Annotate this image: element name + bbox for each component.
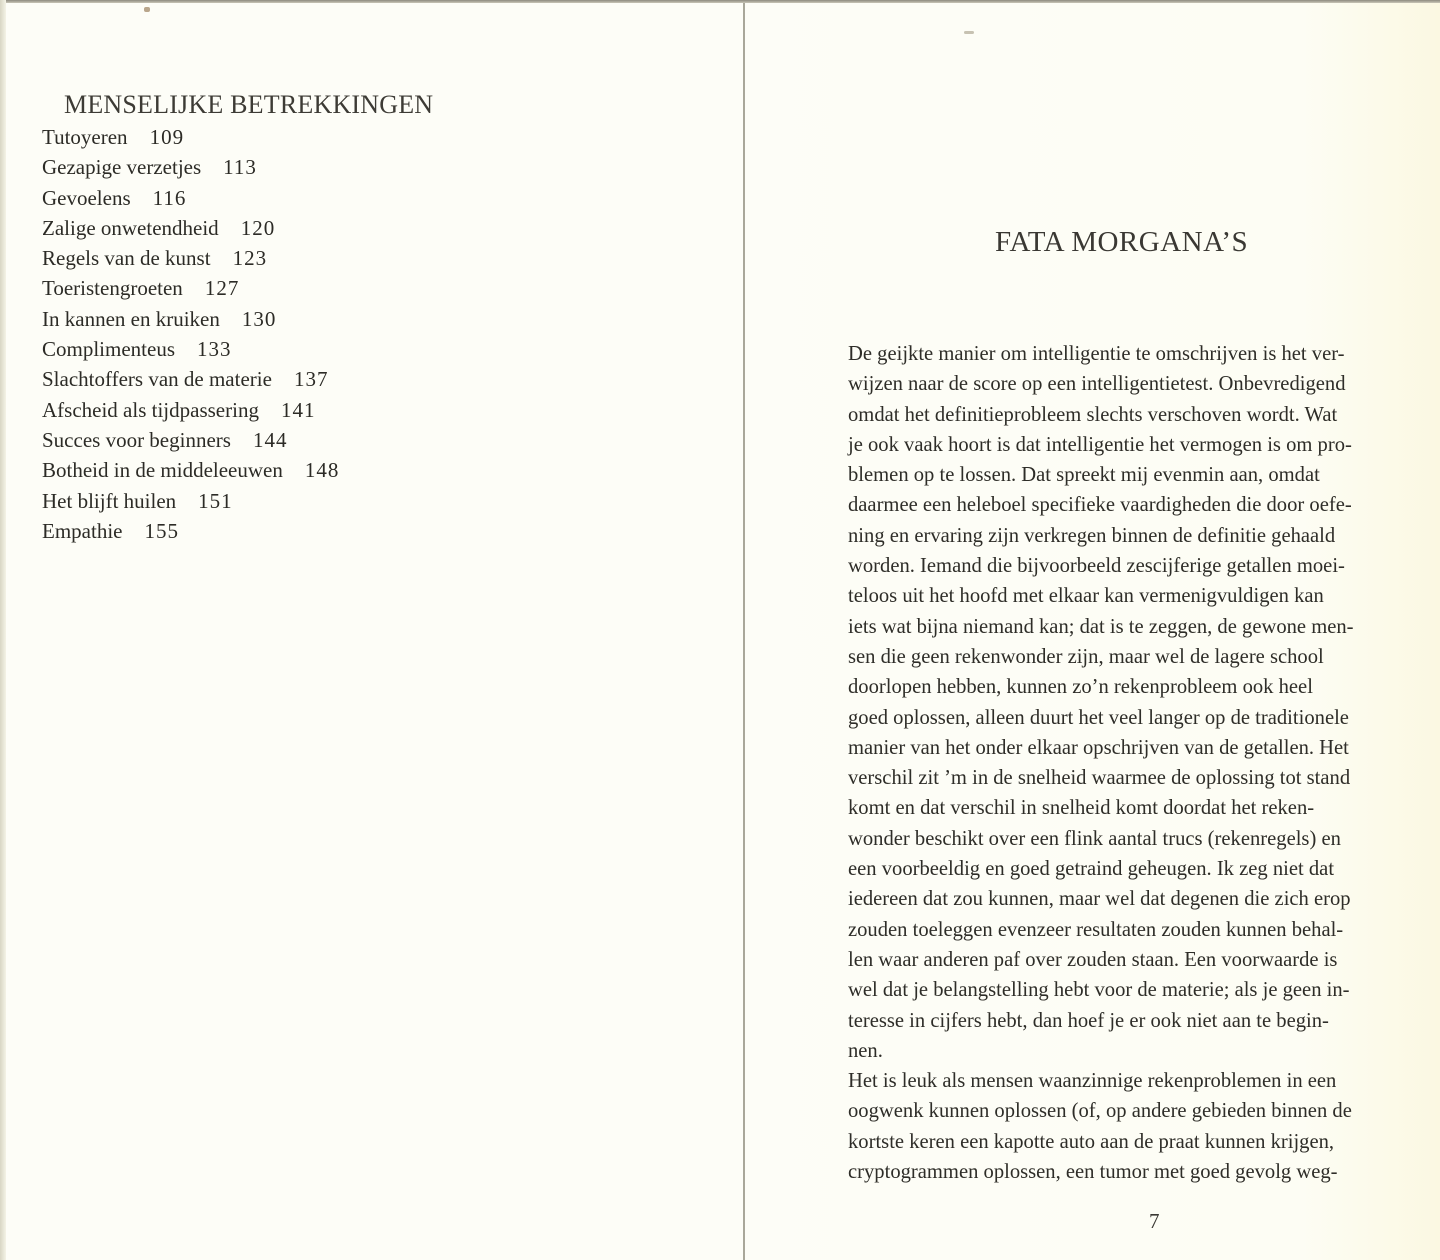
- body-text-line: daarmee een heleboel specifieke vaardigheden die door oefe-: [848, 494, 1352, 517]
- toc-entry: [42, 455, 339, 485]
- toc-entry-page: 127: [204, 276, 240, 301]
- toc-entry-title: Het blijft huilen: [42, 488, 177, 513]
- toc-entry: [42, 152, 339, 182]
- toc-entry: [42, 183, 339, 213]
- toc-entry-title: Toeristengroeten: [42, 276, 183, 301]
- toc-entry-page: 113: [223, 155, 257, 180]
- toc-entry-page: 141: [280, 397, 316, 422]
- toc-entry-title: Complimenteus: [42, 337, 175, 362]
- body-text-line: oogwenk kunnen oplossen (of, op andere gebieden binnen de: [848, 1100, 1352, 1123]
- page-number: 7: [1149, 1209, 1160, 1233]
- toc-entry-page: 133: [197, 337, 232, 362]
- toc-entry-title: Botheid in de middeleeuwen: [42, 458, 283, 483]
- toc-entry-page: 130: [241, 306, 277, 331]
- body-text-line: cryptogrammen oplossen, een tumor met goed gevolg weg-: [848, 1161, 1338, 1184]
- body-text-line: omdat het definitieprobleem slechts verschoven wordt. Wat: [848, 403, 1338, 426]
- body-text-line: blemen op te lossen. Dat spreekt mij evenmin aan, omdat: [848, 464, 1320, 487]
- toc-entry: [42, 273, 339, 303]
- body-text-line: wijzen naar de score op een intelligentietest. Onbevredigend: [848, 373, 1346, 396]
- body-text: [848, 339, 1440, 1187]
- body-text-line: iets wat bijna niemand kan; dat is te zeggen, de gewone men-: [848, 615, 1354, 638]
- toc-entry: [42, 364, 339, 394]
- body-text-line: kortste keren een kapotte auto aan de praat kunnen krijgen,: [848, 1130, 1335, 1153]
- body-text-line: komt en dat verschil in snelheid komt doordat het reken-: [848, 797, 1315, 820]
- table-of-contents: [42, 122, 339, 546]
- body-text-line: je ook vaak hoort is dat intelligentie het vermogen is om pro-: [848, 433, 1352, 456]
- body-text-line: zouden toeleggen evenzeer resultaten zouden kunnen behal-: [848, 918, 1344, 941]
- toc-entry: [42, 243, 339, 273]
- toc-entry-page: 148: [304, 458, 340, 483]
- toc-entry-title: Slachtoffers van de materie: [42, 367, 272, 392]
- toc-entry-page: 137: [293, 367, 329, 392]
- body-text-line: manier van het onder elkaar opschrijven van de getallen. Het: [848, 736, 1349, 759]
- toc-entry: [42, 395, 339, 425]
- body-text-line: een voorbeeldig en goed getraind geheugen. Ik zeg niet dat: [848, 858, 1335, 881]
- toc-entry-page: 155: [144, 518, 179, 543]
- toc-entry-title: Gevoelens: [42, 185, 131, 210]
- body-text-line: teloos uit het hoofd met elkaar kan vermenigvuldigen kan: [848, 585, 1324, 608]
- chapter-title: FATA MORGANA’S: [995, 226, 1249, 258]
- body-text-line: nen.: [848, 1039, 883, 1062]
- toc-entry: [42, 334, 339, 364]
- toc-entry-title: Gezapige verzetjes: [42, 155, 202, 180]
- body-text-line: iedereen dat zou kunnen, maar wel dat degenen die zich erop: [848, 888, 1351, 911]
- body-text-line: De geijkte manier om intelligentie te omschrijven is het ver-: [848, 343, 1345, 365]
- toc-entry-title: Regels van de kunst: [42, 246, 211, 271]
- body-text-line: teresse in cijfers hebt, dan hoef je er ook niet aan te begin-: [848, 1009, 1329, 1032]
- body-text-line: Het is leuk als mensen waanzinnige rekenproblemen in een: [848, 1070, 1337, 1093]
- toc-entry: [42, 516, 339, 546]
- body-text-line: wonder beschikt over een flink aantal trucs (rekenregels) en: [848, 827, 1341, 850]
- body-text-line: doorlopen hebben, kunnen zo’n rekenprobleem ook heel: [848, 676, 1313, 699]
- toc-entry: [42, 122, 339, 152]
- section-heading: MENSELIJKE BETREKKINGEN: [64, 90, 434, 119]
- body-text-line: worden. Iemand die bijvoorbeeld zescijferige getallen moei-: [848, 555, 1345, 578]
- body-text-line: wel dat je belangstelling hebt voor de materie; als je geen in-: [848, 979, 1350, 1002]
- toc-entry-page: 151: [198, 488, 233, 513]
- toc-entry: [42, 425, 339, 455]
- toc-entry-page: 116: [152, 185, 187, 210]
- paper-speck: [144, 7, 150, 12]
- toc-entry-title: In kannen en kruiken: [42, 306, 220, 331]
- toc-entry-page: 144: [252, 427, 288, 452]
- toc-entry: [42, 213, 339, 243]
- body-text-line: verschil zit ’m in de snelheid waarmee de oplossing tot stand: [848, 767, 1351, 790]
- toc-entry-title: Tutoyeren: [42, 125, 128, 149]
- toc-entry-page: 109: [149, 125, 185, 149]
- toc-entry: [42, 304, 339, 334]
- toc-entry-title: Afscheid als tijdpassering: [42, 397, 259, 422]
- toc-entry: [42, 486, 339, 516]
- toc-entry-page: 123: [232, 246, 268, 271]
- body-text-line: goed oplossen, alleen duurt het veel langer op de traditionele: [848, 706, 1349, 729]
- toc-entry-page: 120: [240, 215, 276, 240]
- body-text-line: ning en ervaring zijn verkregen binnen de definitie gehaald: [848, 524, 1336, 547]
- toc-entry-title: Succes voor beginners: [42, 427, 231, 452]
- body-text-line: sen die geen rekenwonder zijn, maar wel de lagere school: [848, 645, 1324, 668]
- toc-entry-title: Zalige onwetendheid: [42, 215, 219, 240]
- body-text-line: len waar anderen paf over zouden staan. Een voorwaarde is: [848, 948, 1338, 971]
- toc-entry-title: Empathie: [42, 518, 123, 543]
- paper-speck: [964, 31, 974, 34]
